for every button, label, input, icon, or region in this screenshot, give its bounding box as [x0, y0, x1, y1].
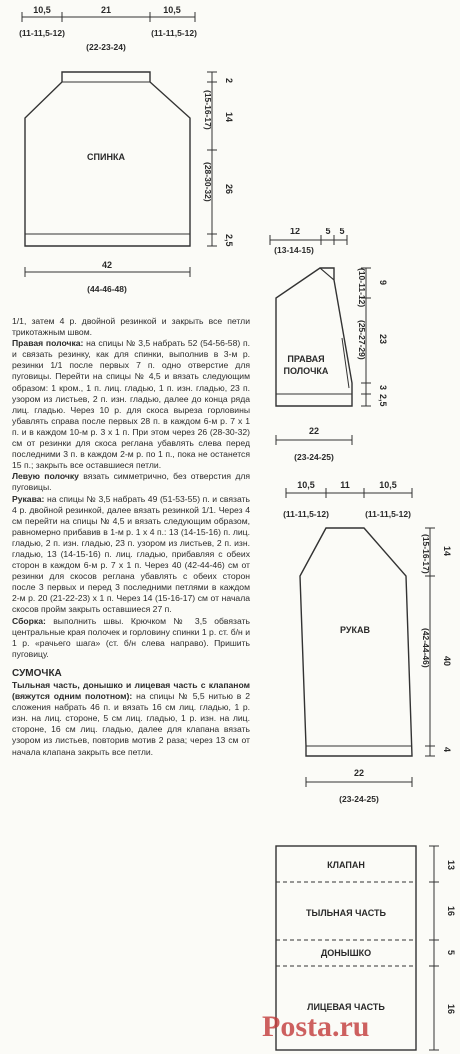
back-top-width-left: 10,5: [33, 5, 51, 15]
bag-section-back: ТЫЛЬНАЯ ЧАСТЬ: [306, 908, 386, 918]
front-bottom-width: 22: [308, 426, 320, 436]
left-front-paragraph: [12, 471, 250, 493]
sleeves-body: на спицы № 3,5 набрать 49 (51-53-55) п. и связать 4 р. двойной резинкой, далее вязать резинкой 1/1. Через 4 см перейти на спицы № 4,5 и вязать следующим образом, равномерно прибавив в 1-м р. 1 х 4 п.: 13 (14-15-16) п. лиц. гладью, 2 п. изн. гладью, 23 п. узором из листьев, 2 п. изн. гладью, 13 (14-15-16) п. лиц. гладью, прибавляя с обеих сторон в каждом 6-м р. 7 х 1 п. Через 40 (42-44-46) см от резинки для скосов реглана убавлять с обеих сторон после 3 первых и перед 3 последними петлями в каждом 2-м р. 20 (21-22-23) х 1 п. Через 14 (15-16-17) см от начала скосов пройм закрыть оставшиеся 27 п.: [12, 493, 250, 615]
front-dim-2-5: 2,5: [378, 394, 388, 407]
bag-paragraph: [12, 680, 250, 758]
bag-dim-16a: 16: [446, 906, 456, 917]
watermark-logo: Posta.ru: [262, 1010, 370, 1043]
front-top-width-5a: 5: [325, 228, 331, 236]
sleeve-dim-4: 4: [442, 747, 452, 753]
sleeve-dim-14: 14: [442, 546, 452, 557]
back-bottom-size: (44-46-48): [87, 284, 127, 294]
back-dim-14: 14: [224, 112, 234, 123]
front-bottom-size: (23-24-25): [294, 452, 334, 462]
front-dim-10-12: (10-11-12): [357, 268, 367, 308]
front-top-width-12: 12: [289, 228, 301, 236]
right-front-title: Правая полочка:: [12, 338, 84, 349]
back-schematic: [0, 0, 240, 300]
assembly-body: выполнить швы. Крючком № 3,5 обвязать центральные края полочек и горловину спинки 1 р. ст. б/н и 1 р. «рачьего шага» (ст. б/н слева направо). Пришить пуговицу.: [12, 615, 251, 659]
right-front-schematic: [262, 228, 460, 468]
sleeve-bottom-size: (23-24-25): [339, 794, 379, 804]
sleeves-paragraph: [12, 494, 250, 616]
sleeve-top-size-left: (11-11,5-12): [283, 509, 329, 519]
back-dim-2-5: 2,5: [224, 234, 234, 247]
sleeve-bottom-width: 22: [353, 768, 365, 778]
back-dim-15-17: (15-16-17): [203, 90, 213, 130]
sleeve-top-width-center: 11: [340, 480, 350, 490]
left-front-title: Левую полочку: [12, 471, 79, 482]
bag-section-bottom: ДОНЫШКО: [320, 948, 372, 958]
sleeve-top-size-right: (11-11,5-12): [365, 509, 411, 519]
front-dim-3: 3: [378, 385, 388, 391]
front-top-width-5b: 5: [339, 228, 345, 236]
back-dim-2: 2: [224, 78, 234, 84]
sleeves-title: Рукава:: [12, 493, 45, 504]
sleeve-schematic: [262, 476, 460, 816]
bag-section-flap: КЛАПАН: [327, 860, 365, 870]
back-name: СПИНКА: [87, 152, 125, 162]
intro-text: 1/1, затем 4 р. двойной резинкой и закрыть все петли трикотажным швом.: [12, 316, 250, 338]
front-name-line2: ПОЛОЧКА: [283, 366, 329, 376]
right-front-paragraph: [12, 338, 250, 471]
assembly-title: Сборка:: [12, 615, 46, 626]
right-front-body: на спицы № 3,5 набрать 52 (54-56-58) п. и связать резинку, как для спинки, выполнив в 3-м р. резинки 1/1 после первых 7 п. одно отверстие для пуговицы. Перейти на спицы № 4,5 и вязать следующим образом: 1 кром., 1 п. лиц. гладью, 1 п. изн. гладью, 23 п. узором из листьев, 2 п. изн. гладью, далее до конца ряда лиц. гладью. Через 10 р. для скоса выреза горловины убавлять справа после первых 28 п. в каждом 6-м р. 7 х 1 п. и в каждом 10-м р. 3 х 1 п. При этом через 26 (28-30-32) см от резинки для скоса реглана убавлять слева перед последними 3 п. в каждом 2-м р. по 1 п., пока не останется 15 п.; закрыть все оставшиеся петли.: [12, 338, 250, 471]
bag-dim-16b: 16: [446, 1004, 456, 1015]
front-dim-25-29: (25-27-29): [357, 320, 367, 360]
back-top-width-center: 21: [100, 5, 112, 15]
front-dim-9: 9: [378, 280, 388, 286]
back-dim-28-32: (28-30-32): [203, 162, 213, 202]
back-top-size-left: (11-11,5-12): [19, 28, 65, 38]
sleeve-name: РУКАВ: [340, 625, 370, 635]
sleeve-dim-40: 40: [442, 656, 452, 667]
front-top-size: (13-14-15): [274, 245, 314, 255]
instructions-column: [12, 316, 250, 758]
sleeve-dim-42-46: (42-44-46): [421, 628, 431, 668]
assembly-paragraph: [12, 616, 250, 660]
bag-dim-13: 13: [446, 860, 456, 871]
front-dim-23: 23: [378, 334, 388, 345]
back-top-size-right: (11-11,5-12): [151, 28, 197, 38]
bag-title: СУМОЧКА: [12, 667, 62, 679]
bag-body: на спицы № 5,5 нитью в 2 сложения набрать 46 п. и вязать 16 см лиц. гладью, 1 р. изн. на лиц. стороне, 5 см лиц. гладью, 1 р. изн. на лиц. стороне, 16 см лиц. гладью, далее для клапана вязать узором из листьев, повторив мотив 2 раза; через 13 см от начала клапана закрыть все петли.: [12, 691, 250, 757]
sleeve-top-width-left: 10,5: [297, 480, 315, 490]
left-front-body: вязать симметрично, без отверстия для пуговицы.: [12, 471, 250, 493]
back-dim-26: 26: [224, 184, 234, 195]
sleeve-top-width-right: 10,5: [379, 480, 397, 490]
bag-subtitle: Тыльная часть, донышко и лицевая часть с клапаном (вяжутся одним полотном):: [12, 680, 250, 702]
bag-dim-5: 5: [446, 950, 456, 956]
front-name-line1: ПРАВАЯ: [287, 354, 325, 364]
back-bottom-width: 42: [101, 260, 113, 270]
bag-section-front: ЛИЦЕВАЯ ЧАСТЬ: [307, 1002, 385, 1012]
sleeve-dim-15-17: (15-16-17): [421, 534, 431, 574]
back-top-size-center: (22-23-24): [86, 42, 126, 52]
back-top-width-right: 10,5: [163, 5, 181, 15]
